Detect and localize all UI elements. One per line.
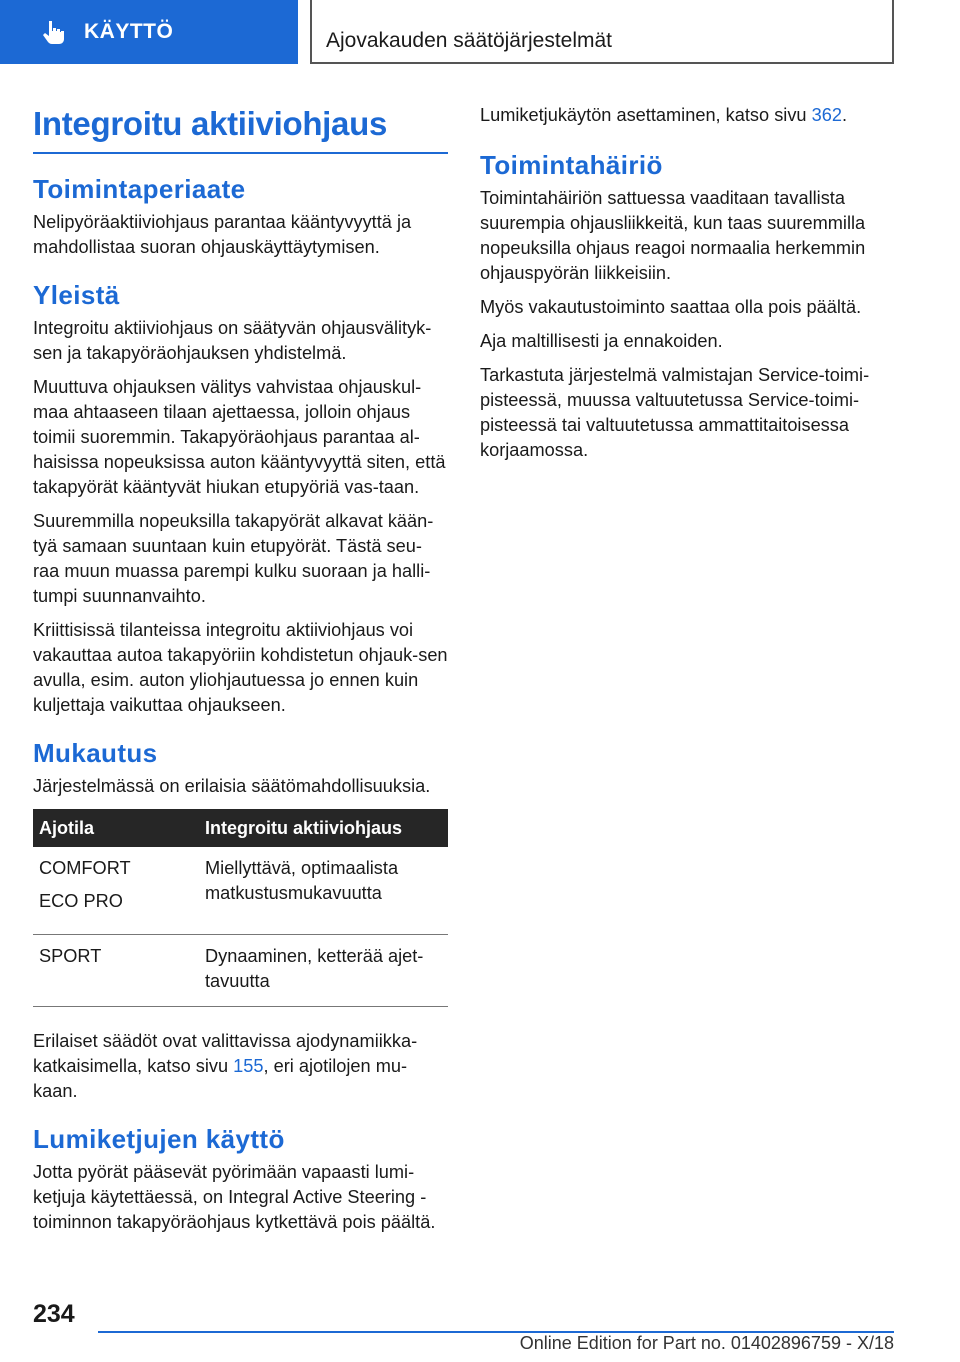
page-number: 234: [33, 1300, 75, 1328]
paragraph: Kriittisissä tilanteissa integroitu aktiiviohjaus voi vakauttaa autoa takapyöriin kohdistetun ohjauk-sen avulla, esim. auton yliohjautuessa jo ennen kuin kuljettaja vaikuttaa ohjaukseen.: [33, 620, 448, 715]
heading-mukautus: Mukautus: [33, 738, 158, 768]
heading-lumiketjut: Lumiketjujen käyttö: [33, 1124, 285, 1154]
section-tab[interactable]: [0, 0, 298, 64]
mode-sport: SPORT: [39, 946, 102, 966]
table-cell-mode: [33, 847, 199, 935]
heading-yleista: Yleistä: [33, 280, 120, 310]
mode-comfort: COMFORT: [39, 858, 131, 878]
heading-toimintaperiaate: Toimintaperiaate: [33, 174, 246, 204]
drive-mode-table: [33, 809, 448, 1007]
edition-text: Online Edition for Part no. 01402896759 - X/18: [519, 1333, 894, 1353]
title-divider: [33, 152, 448, 154]
text-span: Erilaiset säädöt ovat valittavissa ajodynamiikka-katkaisimella, katso sivu: [33, 1031, 418, 1076]
text-span: .: [841, 105, 848, 125]
mode-eco-pro: ECO PRO: [39, 891, 123, 911]
table-row: [33, 847, 448, 935]
paragraph: Suuremmilla nopeuksilla takapyörät alkavat kään-tyä samaan suuntaan kuin etupyörät. Tästä seu-raa muun muassa parempi kulku suoraan ja halli-tumpi suunnanvaihto.: [33, 511, 434, 606]
column-header-aktiiviohjaus: Integroitu aktiiviohjaus: [199, 809, 448, 847]
paragraph: [33, 1029, 448, 1104]
paragraph: Järjestelmässä on erilaisia säätömahdollisuuksia.: [33, 776, 431, 796]
paragraph: Aja maltillisesti ja ennakoiden.: [480, 331, 723, 351]
paragraph: Toimintahäiriön sattuessa vaaditaan tavallista suurempia ohjausliikkeitä, kun taas suuremmilla nopeuksilla ohjaus reagoi normaalia herkemmin ohjauspyörän liikkeisiin.: [480, 188, 866, 283]
section-label: KÄYTTÖ: [84, 20, 174, 43]
paragraph: Jotta pyörät pääsevät pyörimään vapaasti lumi-ketjuja käytettäessä, on Integral Active Steering -toiminnon takapyöräohjaus kytkettävä pois päältä.: [33, 1162, 436, 1232]
left-column: [33, 100, 448, 1244]
table-row: [33, 935, 448, 1007]
chapter-title: Ajovakauden säätöjärjestelmät: [326, 29, 613, 52]
page-title: Integroitu aktiiviohjaus: [33, 105, 388, 142]
heading-toimintahairio: Toimintahäiriö: [480, 150, 663, 180]
page-link-155[interactable]: 155: [233, 1056, 264, 1076]
paragraph: Integroitu aktiiviohjaus on säätyvän ohjausvälityk-sen ja takapyöräohjauksen yhdistelmä.: [33, 318, 432, 363]
paragraph: [480, 103, 895, 128]
table-cell-mode: [33, 935, 199, 1007]
paragraph: Tarkastuta järjestelmä valmistajan Service-toimi-pisteessä, muussa valtuutetussa Service-toimi-pisteessä tai valtuutetussa ammattitaitoisessa korjaamossa.: [480, 365, 870, 460]
column-header-ajotila: Ajotila: [33, 809, 199, 847]
page-link-362[interactable]: 362: [811, 105, 842, 125]
table-cell-desc: Miellyttävä, optimaalista matkustusmukavuutta: [199, 847, 448, 935]
text-span: , eri ajotilojen mu-kaan.: [33, 1056, 408, 1101]
table-header-row: [33, 809, 448, 847]
chapter-header: [310, 0, 894, 64]
text-span: Lumiketjukäytön asettaminen, katso sivu: [480, 105, 812, 125]
hand-pointer-icon: [40, 19, 66, 45]
paragraph: Myös vakautustoiminto saattaa olla pois päältä.: [480, 297, 862, 317]
paragraph: Muuttuva ohjauksen välitys vahvistaa ohjauskul-maa ahtaaseen tilaan ajettaessa, jolloin ohjaus toimii suoremmin. Takapyöräohjaus parantaa al-haisissa nopeuksissa auton kääntyvyyttä siten, että takapyörät kääntyvät hiukan etupyöriä vas-taan.: [33, 377, 446, 497]
paragraph: Nelipyöräaktiiviohjaus parantaa kääntyvyyttä ja mahdollistaa suoran ohjauskäyttäytymisen.: [33, 212, 412, 257]
table-cell-desc: Dynaaminen, ketterää ajet-tavuutta: [199, 935, 448, 1007]
right-column: [480, 100, 895, 472]
